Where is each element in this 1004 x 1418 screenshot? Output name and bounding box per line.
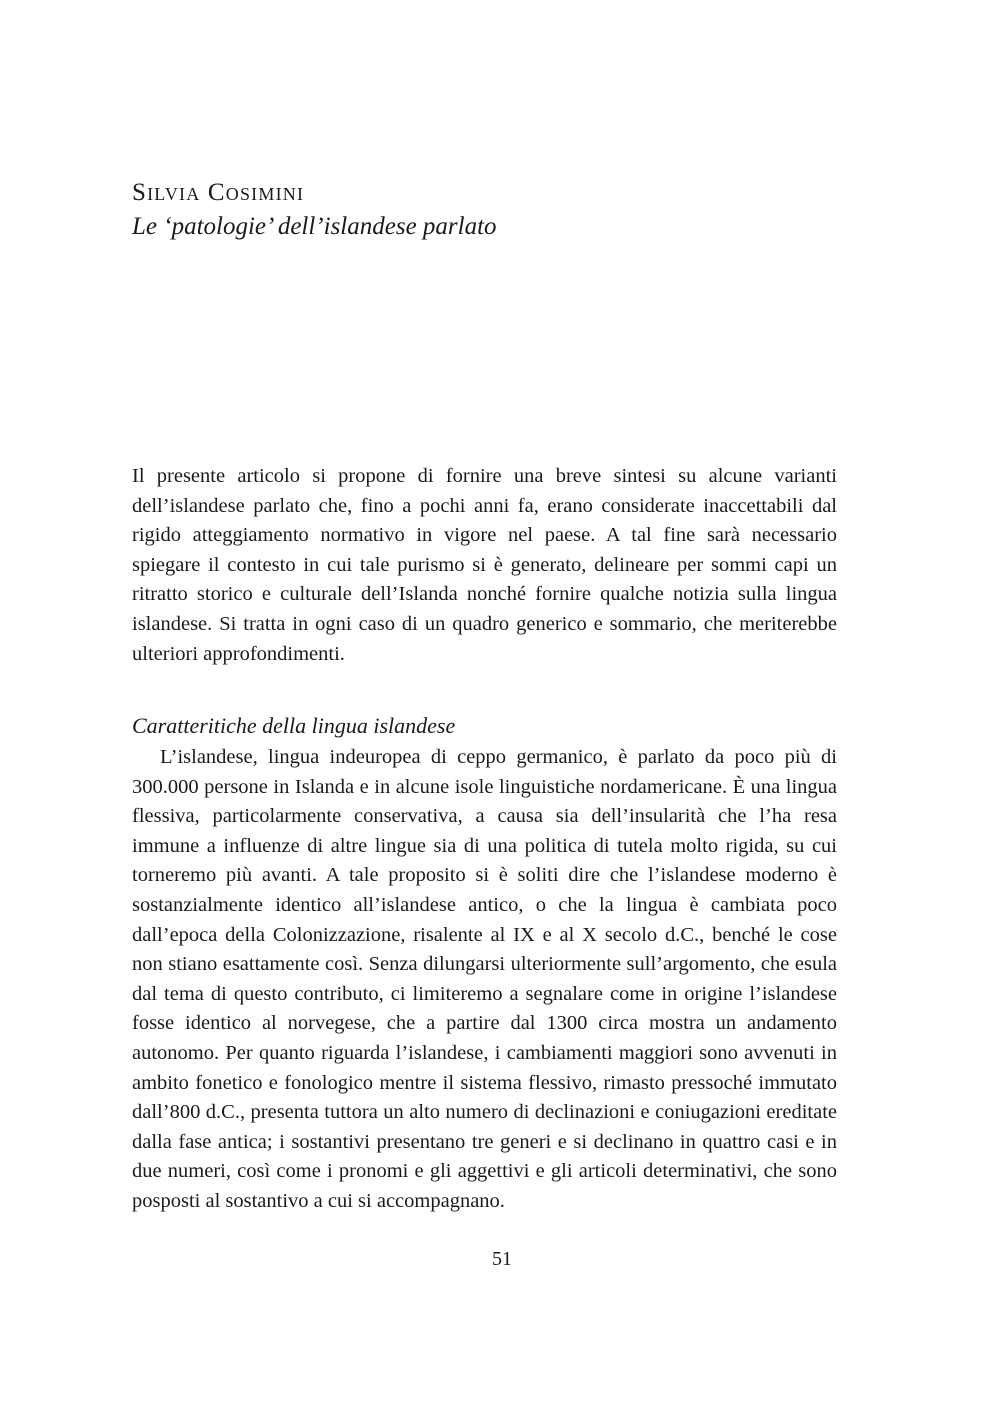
author-name: Silvia Cosimini: [132, 179, 305, 206]
body-paragraph: L’islandese, lingua indeuropea di ceppo germanico, è parlato da poco più di 300.000 persone in Islanda e in alcune isole linguistiche nordamericane. È una lingua flessiva, particolarmente conservativa, a causa sia dell’insularità che l’ha resa immune a influenze di altre lingue sia di una politica di tutela molto rigida, su cui torneremo più avanti. A tale proposito si è soliti dire che l’islandese moderno è sostanzialmente identico all’islandese antico, o che la lingua è cambiata poco dall’epoca della Colonizzazione, risalente al IX e al X secolo d.C., benché le cose non stiano esattamente così. Senza dilungarsi ulteriormente sull’argomento, che esula dal tema di questo contributo, ci limiteremo a segnalare come in origine l’islandese fosse identico al norvegese, che a partire dal 1300 circa mostra un andamento autonomo. Per quanto riguarda l’islandese, i cambiamenti maggiori sono avvenuti in ambito fonetico e fonologico mentre il sistema flessivo, rimasto pressoché immutato dall’800 d.C., presenta tuttora un alto numero di declinazioni e coniugazioni ereditate dalla fase antica; i sostantivi presentano tre generi e si declinano in quattro casi e in due numeri, così come i pronomi e gli aggettivi e gli articoli determinativi, che sono posposti al sostantivo a cui si accompagnano.: [132, 746, 837, 1212]
page-number: 51: [492, 1248, 512, 1270]
section-heading: Caratteritiche della lingua islandese: [132, 713, 456, 738]
abstract-paragraph: Il presente articolo si propone di fornire una breve sintesi su alcune varianti dell’islandese parlato che, fino a pochi anni fa, erano considerate inaccettabili dal rigido atteggiamento normativo in vigore nel paese. A tal fine sarà necessario spiegare il contesto in cui tale purismo si è generato, delineare per sommi capi un ritratto storico e culturale dell’Islanda nonché fornire qualche notizia sulla lingua islandese. Si tratta in ogni caso di un quadro generico e sommario, che meriterebbe ulteriori approfondimenti.: [132, 465, 837, 665]
article-title: Le ‘patologie’ dell’islandese parlato: [132, 213, 497, 240]
